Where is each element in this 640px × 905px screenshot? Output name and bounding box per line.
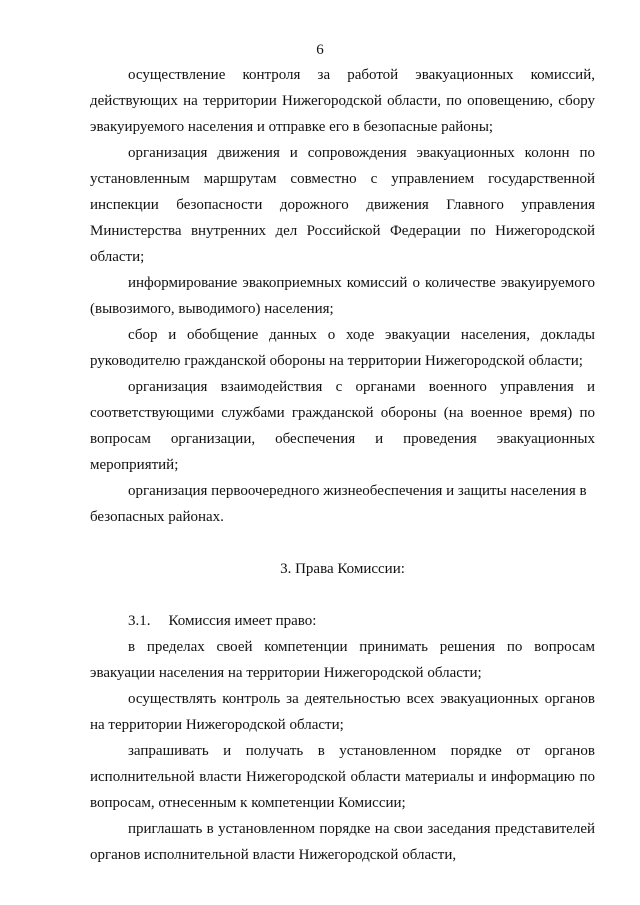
clause-3-1 xyxy=(90,608,595,634)
paragraph-evacuation-control: осуществление контроля за работой эвакуационных комиссий, действующих на территории Нижегородской области, по оповещению, сбору эвакуируемого населения и отправке его в безопасные районы; xyxy=(90,67,595,135)
paragraph-informing-commissions: информирование эвакоприемных комиссий о количестве эвакуируемого (вывозимого, выводимого) населения; xyxy=(90,275,595,317)
document-body xyxy=(90,62,595,868)
clause-number: 3.1. xyxy=(128,613,151,629)
paragraph-right-control: осуществлять контроль за деятельностью всех эвакуационных органов на территории Нижегородской области; xyxy=(90,691,595,733)
paragraph-right-decisions: в пределах своей компетенции принимать решения по вопросам эвакуации населения на территории Нижегородской области; xyxy=(90,639,595,681)
page-number: 6 xyxy=(316,42,324,58)
paragraph-data-collection: сбор и обобщение данных о ходе эвакуации населения, доклады руководителю гражданской обороны на территории Нижегородской области; xyxy=(90,327,595,369)
clause-text: Комиссия имеет право: xyxy=(168,613,317,629)
paragraph-right-request: запрашивать и получать в установленном порядке от органов исполнительной власти Нижегородской области материалы и информацию по вопросам, отнесенным к компетенции Комиссии; xyxy=(90,743,595,811)
paragraph-convoy-organization: организация движения и сопровождения эвакуационных колонн по установленным маршрутам совместно с управлением государственной инспекции безопасности дорожного движения Главного управления Министерства внутренних дел Российской Федерации по Нижегородской области; xyxy=(90,145,595,265)
paragraph-right-invite: приглашать в установленном порядке на свои заседания представителей органов исполнительной власти Нижегородской области, xyxy=(90,821,595,863)
paragraph-life-support: организация первоочередного жизнеобеспечения и защиты населения в безопасных районах. xyxy=(90,483,587,525)
section-heading: 3. Права Комиссии: xyxy=(280,561,405,577)
paragraph-interaction-organization: организация взаимодействия с органами военного управления и соответствующими службами гражданской обороны (на военное время) по вопросам организации, обеспечения и проведения эвакуационных мероприятий; xyxy=(90,379,595,473)
